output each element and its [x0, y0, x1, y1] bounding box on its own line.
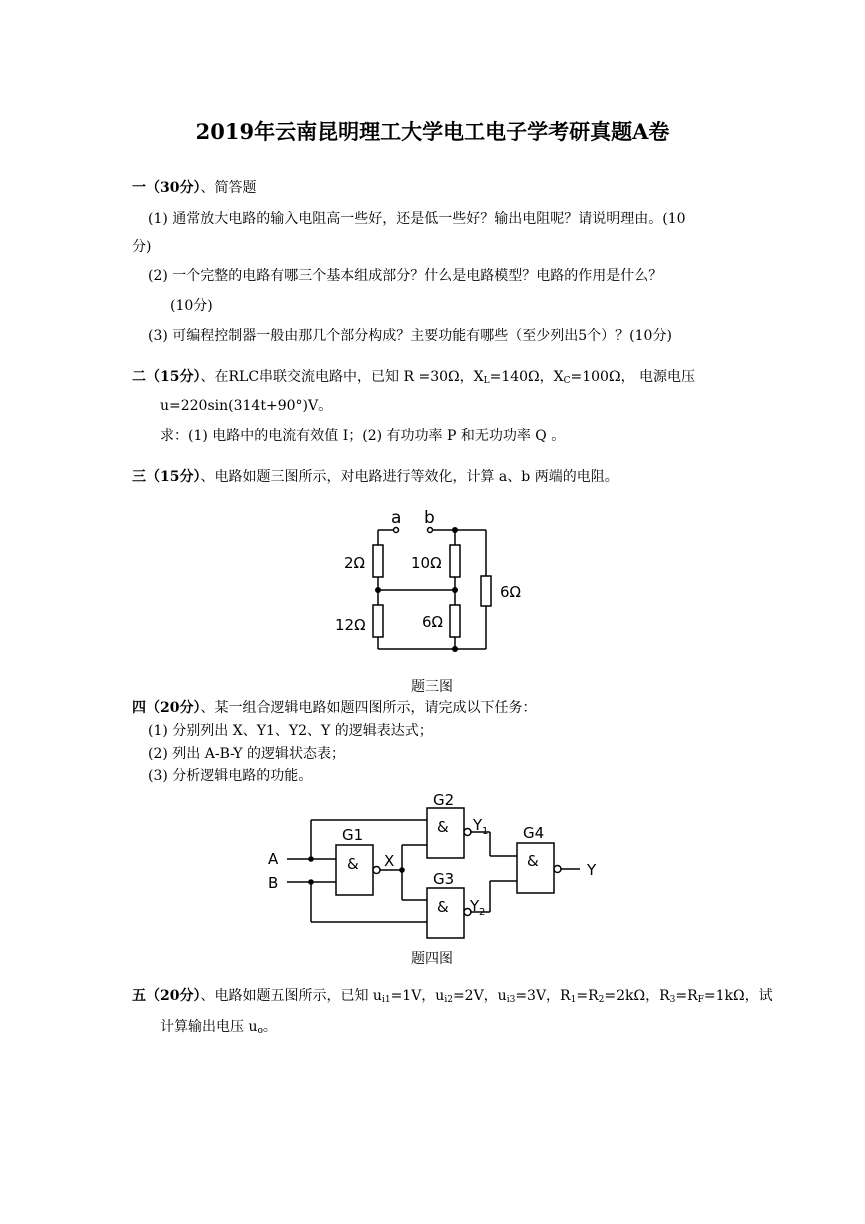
q5-sub: i2: [444, 995, 453, 1005]
label-g4: G4: [523, 824, 545, 842]
label-y2: Y: [470, 897, 480, 915]
q5-text: =2V，u: [452, 988, 507, 1004]
q5-sub: F: [697, 995, 704, 1005]
resistor-2ohm: [373, 545, 383, 577]
label-b: b: [424, 508, 435, 528]
label-input-b: B: [268, 874, 279, 892]
terminal-b: [428, 528, 433, 533]
and-symbol-g3: &: [437, 898, 449, 916]
q5-sub: o: [257, 1026, 263, 1036]
q5-text: =1V，u: [390, 988, 445, 1004]
page-title: 2019年云南昆明理工大学电工电子学考研真题A卷: [195, 119, 670, 144]
and-symbol-g2: &: [437, 818, 449, 836]
q2-line-3: 求：(1) 电路中的电流有效值 I；(2) 有功功率 P 和无功功率 Q 。: [160, 428, 566, 444]
and-symbol-g1: &: [347, 855, 359, 873]
q4-item-2: (2) 列出 A-B-Y 的逻辑状态表；: [148, 746, 346, 762]
label-x: X: [384, 852, 395, 870]
label-10ohm: 10Ω: [411, 554, 442, 572]
circuit-4-labels: [268, 791, 597, 918]
node-dot: [308, 879, 314, 885]
q5-sub: i1: [381, 995, 391, 1005]
q2-text: 、在RLC串联交流电路中，已知 R =30Ω，X: [200, 369, 484, 385]
q1-heading-text: 、简答题: [200, 180, 257, 196]
label-output-y: Y: [587, 861, 597, 879]
q5-text: 、电路如题五图所示，已知 u: [200, 988, 382, 1004]
resistor-6ohm-outer: [481, 576, 491, 606]
label-6ohm-inner: 6Ω: [422, 613, 444, 631]
q5-line-1: [132, 987, 773, 1009]
label-y2-sub: 2: [479, 907, 486, 918]
q3-heading-text: 、电路如题三图所示，对电路进行等效化，计算 a、b 两端的电阻。: [200, 469, 619, 485]
q2-score: 二（15分）: [132, 369, 201, 385]
q2-text: =140Ω，X: [489, 369, 564, 385]
resistor-10ohm: [450, 545, 460, 577]
figure-4-caption: 题四图: [411, 951, 453, 967]
q5-sub: 1: [570, 995, 577, 1005]
label-g1: G1: [342, 826, 364, 844]
q5-text: 。: [262, 1019, 277, 1035]
q5-text: =3V，R: [515, 988, 571, 1004]
q4-item-1: (1) 分别列出 X、Y1、Y2、Y 的逻辑表达式；: [148, 723, 433, 739]
label-12ohm: 12Ω: [335, 616, 366, 634]
q2-sub-l: L: [483, 376, 490, 386]
label-2ohm: 2Ω: [344, 554, 366, 572]
q5-text: =1kΩ，试: [703, 988, 773, 1004]
q2-text: =100Ω， 电源电压: [570, 369, 696, 385]
q1-item-1-cont: 分): [132, 239, 152, 255]
q5-score: 五（20分）: [132, 988, 201, 1004]
q5-sub: 3: [669, 995, 676, 1005]
label-y1: Y: [473, 816, 483, 834]
q2-line-2: u=220sin(314t+90°)V。: [160, 398, 333, 414]
q1-item-1: (1) 通常放大电路的输入电阻高一些好，还是低一些好？输出电阻呢？请说明理由。(10: [148, 211, 686, 227]
q5-text: =R: [576, 988, 599, 1004]
bubble-g4: [554, 866, 561, 873]
q5-text: 计算输出电压 u: [160, 1019, 258, 1035]
resistor-6ohm-inner: [450, 605, 460, 637]
q5-text: =2kΩ，R: [604, 988, 670, 1004]
node-dot: [452, 587, 458, 593]
circuit-3-labels: [335, 508, 521, 634]
node-dot: [375, 587, 381, 593]
label-y1-sub: 1: [482, 826, 489, 837]
q1-item-2: (2) 一个完整的电路有哪三个基本组成部分？什么是电路模型？电路的作用是什么？: [148, 268, 663, 284]
label-6ohm-outer: 6Ω: [500, 583, 522, 601]
q4-heading-text: 、某一组合逻辑电路如题四图所示，请完成以下任务：: [200, 700, 537, 716]
label-input-a: A: [268, 850, 279, 868]
label-g2: G2: [433, 791, 455, 809]
node-dot: [399, 867, 405, 873]
q5-sub: 2: [598, 995, 605, 1005]
terminal-a: [394, 528, 399, 533]
q5-line-2: [160, 1018, 277, 1040]
label-a: a: [391, 508, 402, 528]
and-symbol-g4: &: [527, 852, 539, 870]
figure-3-caption: 题三图: [411, 679, 453, 695]
resistor-12ohm: [373, 605, 383, 637]
node-dot: [452, 527, 458, 533]
bubble-g1: [373, 867, 380, 874]
bubble-g2: [464, 829, 471, 836]
q4-item-3: (3) 分析逻辑电路的功能。: [148, 768, 313, 784]
q5-sub: i3: [506, 995, 516, 1005]
q4-heading: [132, 699, 536, 717]
q5-text: =R: [675, 988, 698, 1004]
node-dot: [308, 856, 314, 862]
node-dot: [452, 646, 458, 652]
q1-score: 一（30分）: [132, 180, 201, 196]
q4-score: 四（20分）: [132, 700, 201, 716]
q3-score: 三（15分）: [132, 469, 201, 485]
q2-sub-c: C: [563, 376, 571, 386]
q1-item-2-cont: (10分): [170, 298, 213, 314]
q1-item-3: (3) 可编程控制器一般由那几个部分构成？主要功能有哪些（至少列出5个）？(10分): [148, 328, 672, 344]
label-g3: G3: [433, 870, 455, 888]
